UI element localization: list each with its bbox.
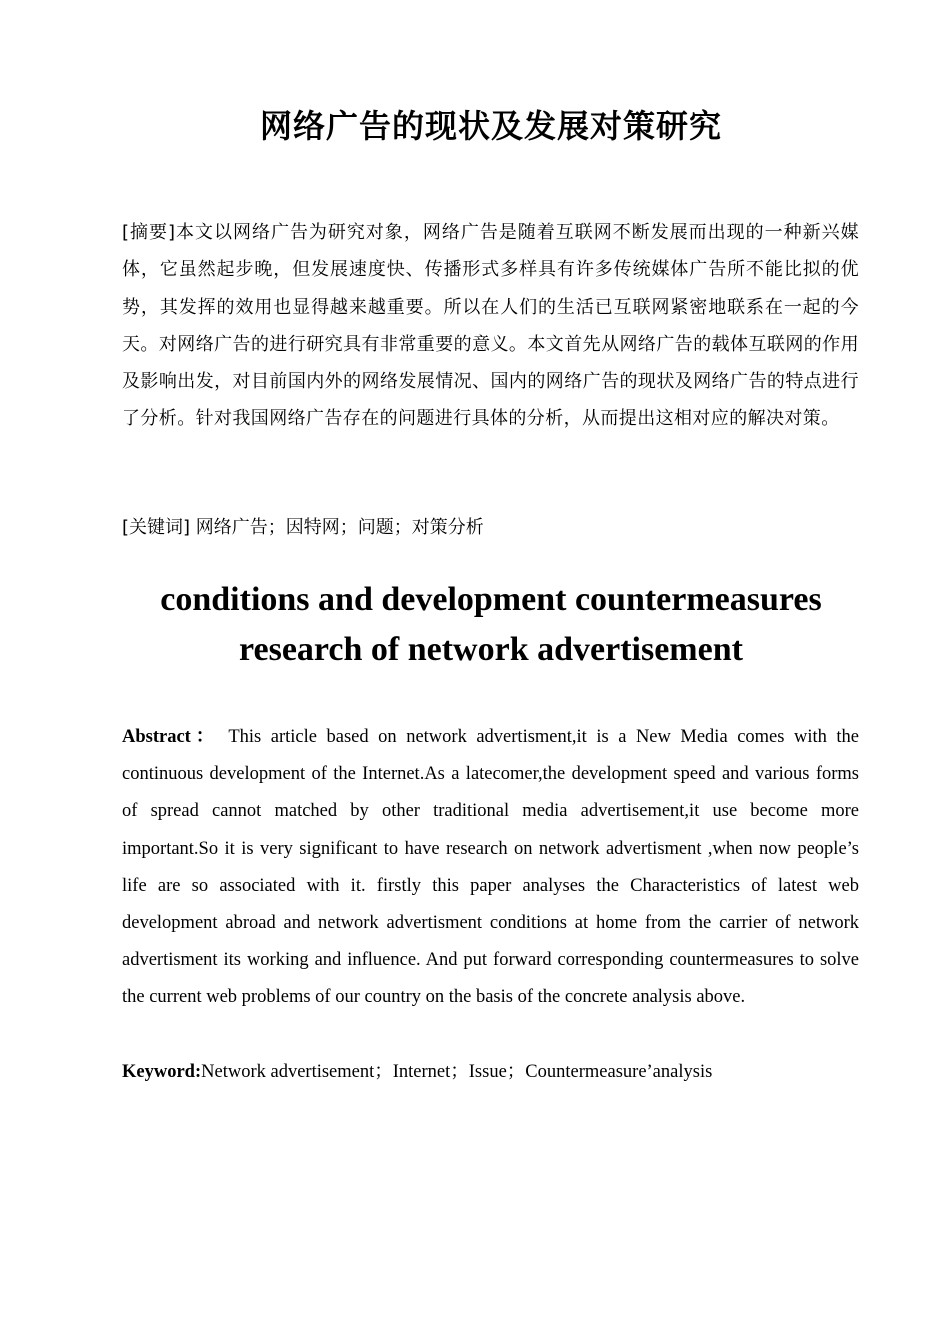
english-abstract-text: This article based on network advertisment,it is a New Media comes with the continuous development of the Internet.As a latecomer,the development speed and various forms of spread cannot matched by other traditional media advertisement,it use become more important.So it is very significant to have research on network advertisment ,when now people’s life are so associated with it. firstly this paper analyses the Characteristics of latest web development abroad and network advertisment conditions at home from the carrier of network advertisment its working and influence. And put forward corresponding countermeasures to solve the current web problems of our country on the basis of the concrete analysis above. bbox=[122, 727, 860, 1008]
english-abstract bbox=[122, 719, 859, 1017]
english-keywords bbox=[122, 1055, 859, 1089]
chinese-abstract-text: 本文以网络广告为研究对象，网络广告是随着互联网不断发展而出现的一种新兴媒体，它虽然起步晚，但发展速度快、传播形式多样具有许多传统媒体广告所不能比拟的优势，其发挥的效用也显得越来越重要。所以在人们的生活已互联网紧密地联系在一起的今天。对网络广告的进行研究具有非常重要的意义。本文首先从网络广告的载体互联网的作用及影响出发，对目前国内外的网络发展情况、国内的网络广告的现状及网络广告的特点进行了分析。针对我国网络广告存在的问题进行具体的分析，从而提出这相对应的解决对策。 bbox=[122, 222, 859, 430]
english-keywords-text: Network advertisement；Internet；Issue；Countermeasure’analysis bbox=[201, 1062, 713, 1082]
chinese-title: 网络广告的现状及发展对策研究 bbox=[259, 107, 722, 145]
english-title bbox=[0, 575, 950, 675]
chinese-abstract bbox=[122, 214, 859, 438]
chinese-keywords-label: [关键词] bbox=[122, 517, 191, 538]
chinese-keywords bbox=[122, 511, 859, 545]
english-title-line-1: conditions and development countermeasures bbox=[160, 581, 822, 618]
english-keywords-label: Keyword: bbox=[122, 1062, 202, 1082]
english-abstract-label: Abstract： bbox=[122, 727, 220, 747]
chinese-keywords-text: 网络广告；因特网；问题；对策分析 bbox=[190, 517, 484, 538]
chinese-abstract-label: [摘要] bbox=[122, 222, 176, 243]
english-title-line-2: research of network advertisement bbox=[239, 631, 743, 668]
